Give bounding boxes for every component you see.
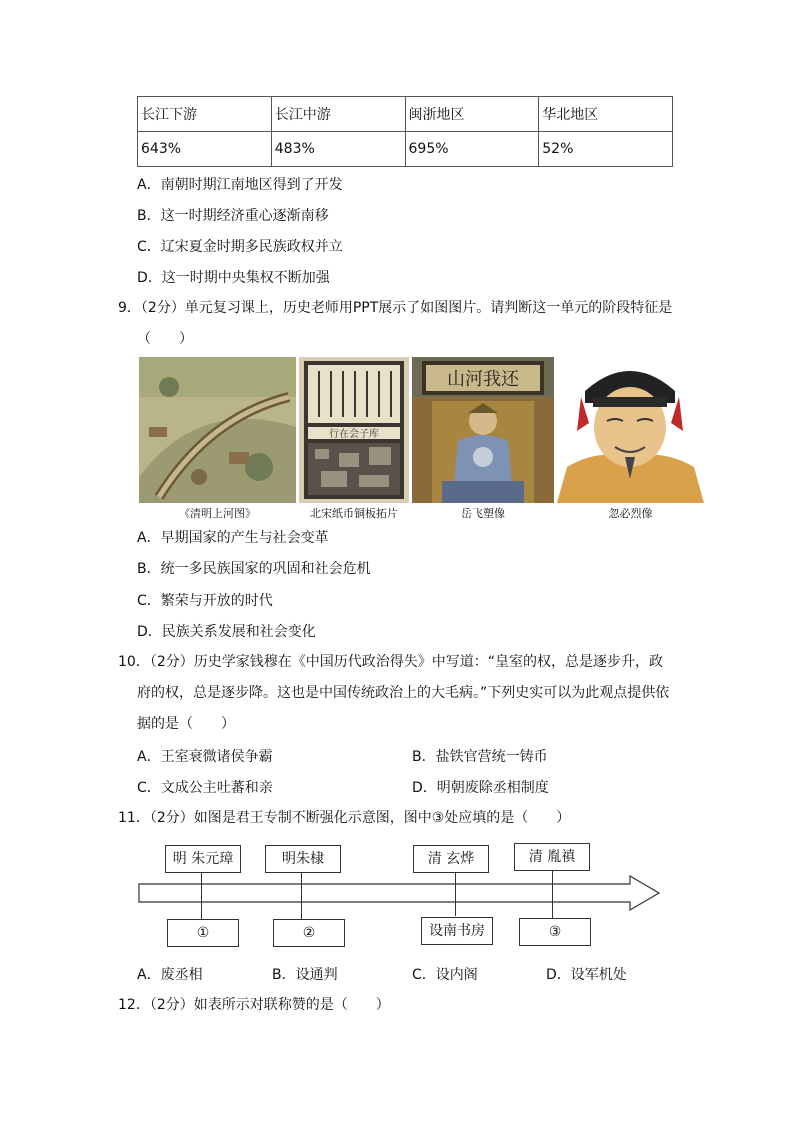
timeline-top-label: 明朱棣 [265, 845, 341, 873]
q9-option-d: D．民族关系发展和社会变化 [137, 624, 316, 640]
q11-stem-line1: 11．（2分）如图是君王专制不断强化示意图，图中③处应填的是（ ） [118, 810, 571, 826]
q10-stem-line1: 10．（2分）历史学家钱穆在《中国历代政治得失》中写道：“皇室的权，总是逐步升，政 [118, 654, 663, 670]
q10-option-d: D．明朝废除丞相制度 [412, 780, 549, 796]
q10-stem-line3: 据的是（ ） [137, 716, 235, 732]
table-cell: 483% [271, 132, 405, 167]
q10-option-b: B．盐铁官营统一铸币 [412, 749, 548, 765]
q8-option-c: C．辽宋夏金时期多民族政权并立 [137, 239, 343, 255]
q9-option-b: B．统一多民族国家的巩固和社会危机 [137, 561, 371, 577]
timeline-bottom-label: ② [273, 919, 345, 947]
yuefei-statue-image [412, 357, 554, 503]
plaque-text: 山河我还 [447, 369, 519, 390]
q9-stem-line1: 9．（2分）单元复习课上，历史老师用PPT展示了如图图片。请判断这一单元的阶段特征是 [118, 300, 673, 316]
caption-kublai: 忽必烈像 [608, 507, 653, 520]
timeline-connector [455, 872, 456, 916]
q9-option-a: A．早期国家的产生与社会变革 [137, 530, 329, 546]
timeline-connector [301, 872, 302, 920]
caption-yuefei: 岳飞塑像 [461, 507, 505, 520]
q9-stem-line2: （ ） [137, 331, 193, 347]
table-cell: 52% [539, 132, 673, 167]
q10-stem-line2: 府的权，总是逐步降。这也是中国传统政治上的大毛病。”下列史实可以为此观点提供依 [137, 685, 670, 701]
table-cell: 闽浙地区 [405, 97, 539, 132]
q11-option-b: B．设通判 [272, 967, 338, 983]
qingming-painting-image [139, 357, 296, 503]
table-cell: 695% [405, 132, 539, 167]
timeline-connector [552, 870, 553, 918]
table-cell: 华北地区 [539, 97, 673, 132]
q10-option-c: C．文成公主吐蕃和亲 [137, 780, 273, 796]
kublai-portrait-image [557, 357, 704, 503]
caption-qingming: 《清明上河图》 [179, 507, 256, 520]
q8-option-b: B．这一时期经济重心逐渐南移 [137, 208, 329, 224]
data-table [137, 96, 673, 167]
q10-option-a: A．王室衰微诸侯争霸 [137, 749, 273, 765]
table-row [138, 132, 673, 167]
timeline-connector [201, 872, 202, 920]
q9-option-c: C．繁荣与开放的时代 [137, 593, 273, 609]
timeline-bottom-label: ① [167, 919, 239, 947]
q11-option-c: C．设内阁 [412, 967, 478, 983]
table-header-row [138, 97, 673, 132]
q11-option-d: D．设军机处 [546, 967, 627, 983]
timeline-bottom-label: 设南书房 [421, 917, 493, 945]
plate-banner-text: 行在会子库 [329, 429, 379, 440]
banknote-rubbing-image [299, 357, 409, 503]
table-cell: 长江下游 [138, 97, 272, 132]
timeline-arrow [137, 875, 662, 911]
timeline-top-label: 明 朱元璋 [165, 845, 241, 873]
timeline-top-label: 清 玄烨 [413, 845, 489, 873]
caption-banknote: 北宋纸币铜板拓片 [310, 507, 398, 520]
timeline-top-label: 清 胤禛 [514, 843, 590, 871]
q11-option-a: A．废丞相 [137, 967, 203, 983]
q12-stem-line1: 12．（2分）如表所示对联称赞的是（ ） [118, 997, 390, 1013]
timeline-bottom-label: ③ [519, 918, 591, 946]
table-cell: 长江中游 [271, 97, 405, 132]
table-cell: 643% [138, 132, 272, 167]
q8-option-a: A．南朝时期江南地区得到了开发 [137, 177, 343, 193]
q8-option-d: D．这一时期中央集权不断加强 [137, 270, 330, 286]
